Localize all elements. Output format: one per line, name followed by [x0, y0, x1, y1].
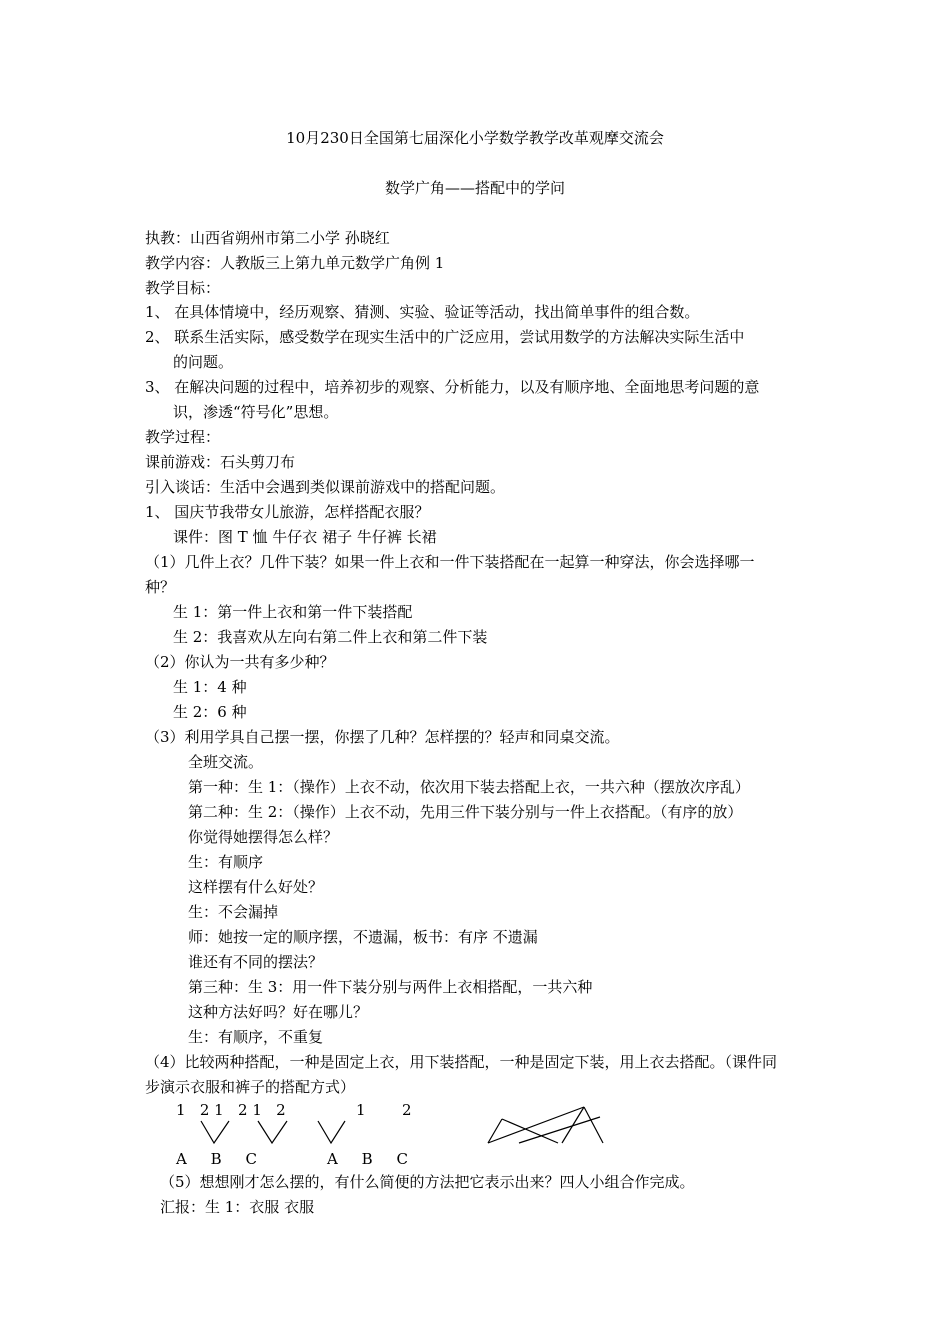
text-line: 生 1：第一件上衣和第一件下装搭配 [173, 603, 413, 621]
text-line: 你觉得她摆得怎么样？ [188, 828, 339, 846]
text-line: 引入谈话：生活中会遇到类似课前游戏中的搭配问题。 [145, 478, 506, 496]
v-connector-2 [258, 1121, 287, 1143]
page-subtitle: 数学广角——搭配中的学问 [384, 179, 565, 197]
text-line: 第三种：生 3：用一件下装分别与两件上衣相搭配，一共六种 [188, 978, 593, 996]
text-line: （2）你认为一共有多少种？ [145, 653, 335, 671]
text-line: 课前游戏：石头剪刀布 [145, 453, 296, 471]
text-line: （3）利用学具自己摆一摆，你摆了几种？怎样摆的？轻声和同桌交流。 [145, 728, 620, 746]
text-line: （1）几件上衣？几件下装？如果一件上衣和一件下装搭配在一起算一种穿法，你会选择哪一 [145, 553, 755, 571]
diagram-top-labels-left: 1 2 1 2 1 2 [176, 1101, 286, 1119]
text-line: （4）比较两种搭配，一种是固定上衣，用下装搭配，一种是固定下装，用上衣去搭配。（课件同 [145, 1053, 778, 1071]
text-line: 执教：山西省朔州市第二小学 孙晓红 [145, 229, 390, 247]
text-line: 1、 在具体情境中，经历观察、猜测、实验、验证等活动，找出简单事件的组合数。 [145, 303, 700, 321]
text-line: 3、 在解决问题的过程中，培养初步的观察、分析能力，以及有顺序地、全面地思考问题的意 [145, 378, 760, 396]
text-line: 这种方法好吗？好在哪儿？ [188, 1003, 369, 1021]
diagram-bottom-labels-right: A B C [327, 1150, 409, 1168]
text-line: 生 1：4 种 [173, 678, 247, 696]
text-line: 的问题。 [173, 353, 234, 371]
page-title: 10月230日全国第七届深化小学数学教学改革观摩交流会 [286, 129, 664, 147]
text-line: 生 2：我喜欢从左向右第二件上衣和第二件下装 [173, 628, 488, 646]
text-line: 第二种：生 2：（操作）上衣不动，先用三件下装分别与一件上衣搭配。（有序的放） [188, 803, 743, 821]
diagram-top-label-2: 2 [402, 1101, 412, 1119]
text-line: 教学内容：人教版三上第九单元数学广角例 1 [145, 254, 445, 272]
text-line: 1、 国庆节我带女儿旅游，怎样搭配衣服？ [145, 503, 430, 521]
v-connector-1 [201, 1121, 229, 1143]
cross-line-4 [584, 1107, 603, 1143]
cross-line-1 [488, 1119, 502, 1143]
text-line: 生：有顺序 [188, 853, 264, 871]
cross-line-5 [519, 1117, 600, 1143]
text-line: （5）想想刚才怎么摆的，有什么简便的方法把它表示出来？四人小组合作完成。 [160, 1173, 695, 1191]
text-line: 生：不会漏掉 [188, 903, 279, 921]
text-line: 生 2：6 种 [173, 703, 247, 721]
text-line: 识，渗透“符号化”思想。 [173, 403, 339, 421]
cross-line-3 [488, 1107, 584, 1143]
text-line: 2、 联系生活实际，感受数学在现实生活中的广泛应用，尝试用数学的方法解决实际生活中 [145, 328, 745, 346]
text-line: 教学目标： [145, 279, 221, 297]
text-line: 汇报：生 1：衣服 衣服 [160, 1198, 315, 1216]
text-line: 谁还有不同的摆法？ [188, 953, 324, 971]
diagram-top-label-1: 1 [356, 1101, 366, 1119]
v-connector-3 [318, 1121, 345, 1143]
text-line: 课件：图 T 恤 牛仔衣 裙子 牛仔裤 长裙 [173, 528, 437, 546]
text-line: 教学过程： [145, 428, 221, 446]
text-line: 步演示衣服和裤子的搭配方式） [145, 1078, 356, 1096]
text-line: 这样摆有什么好处？ [188, 878, 324, 896]
text-line: 第一种：生 1：（操作）上衣不动，依次用下装去搭配上衣，一共六种（摆放次序乱） [188, 778, 750, 796]
cross-line-2 [502, 1119, 558, 1143]
text-line: 种？ [145, 578, 176, 596]
diagram-bottom-labels-left: A B C [176, 1150, 258, 1168]
cross-line-6 [562, 1107, 584, 1143]
text-line: 师：她按一定的顺序摆，不遗漏，板书：有序 不遗漏 [188, 928, 538, 946]
text-line: 全班交流。 [188, 753, 264, 771]
text-line: 生：有顺序，不重复 [188, 1028, 324, 1046]
